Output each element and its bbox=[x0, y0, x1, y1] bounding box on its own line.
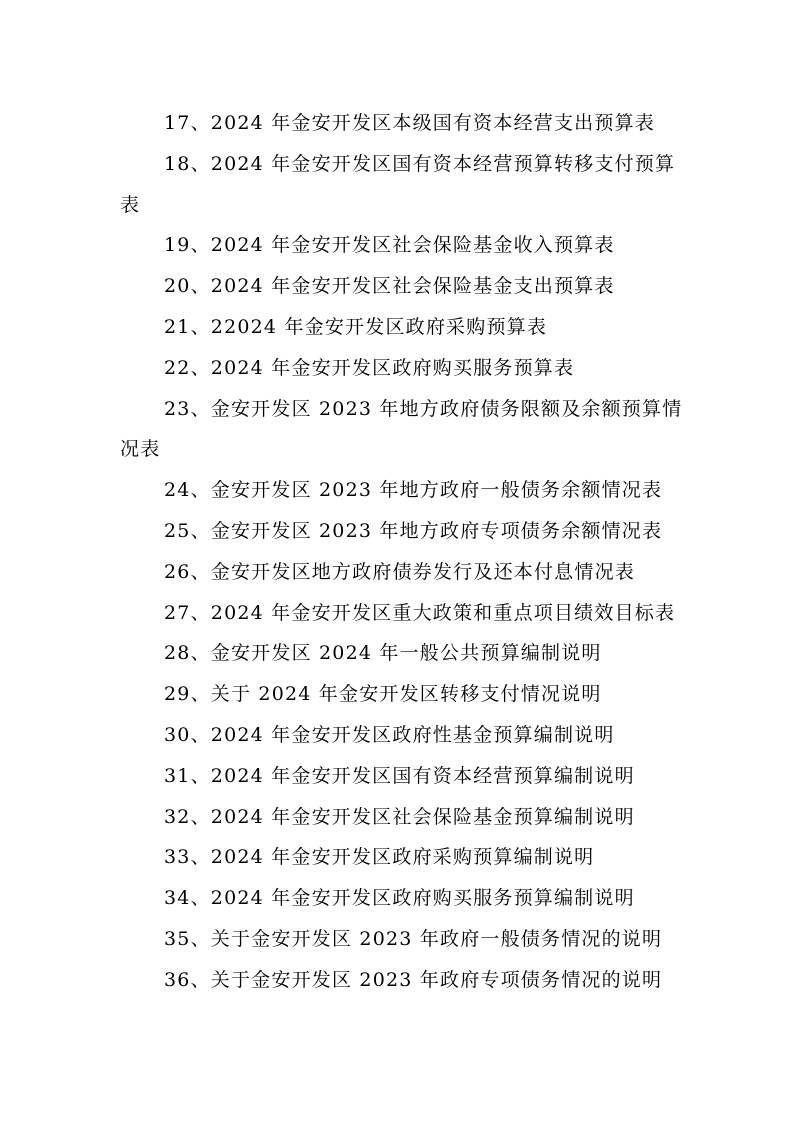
toc-item-36: 36、关于金安开发区 2023 年政府专项债务情况的说明 bbox=[164, 968, 663, 991]
toc-item-27: 27、2024 年金安开发区重大政策和重点项目绩效目标表 bbox=[164, 601, 676, 624]
toc-item-35: 35、关于金安开发区 2023 年政府一般债务情况的说明 bbox=[164, 927, 663, 950]
toc-list bbox=[120, 103, 690, 1001]
toc-item-33: 33、2024 年金安开发区政府采购预算编制说明 bbox=[164, 846, 595, 869]
toc-item-21: 21、22024 年金安开发区政府采购预算表 bbox=[164, 315, 548, 338]
toc-item-23: 23、金安开发区 2023 年地方政府债务限额及余额预算情况表 bbox=[120, 397, 683, 461]
toc-item-30: 30、2024 年金安开发区政府性基金预算编制说明 bbox=[164, 723, 615, 746]
toc-item-22: 22、2024 年金安开发区政府购买服务预算表 bbox=[164, 356, 575, 379]
toc-item-34: 34、2024 年金安开发区政府购买服务预算编制说明 bbox=[164, 887, 635, 910]
toc-item-19: 19、2024 年金安开发区社会保险基金收入预算表 bbox=[164, 234, 615, 257]
toc-item-24: 24、金安开发区 2023 年地方政府一般债务余额情况表 bbox=[164, 479, 663, 502]
toc-item-17: 17、2024 年金安开发区本级国有资本经营支出预算表 bbox=[164, 112, 655, 134]
toc-item-32: 32、2024 年金安开发区社会保险基金预算编制说明 bbox=[164, 805, 635, 828]
toc-item-31: 31、2024 年金安开发区国有资本经营预算编制说明 bbox=[164, 764, 635, 787]
toc-item-26: 26、金安开发区地方政府债券发行及还本付息情况表 bbox=[164, 560, 635, 583]
toc-item-20: 20、2024 年金安开发区社会保险基金支出预算表 bbox=[164, 275, 615, 298]
toc-item-28: 28、金安开发区 2024 年一般公共预算编制说明 bbox=[164, 642, 602, 665]
toc-item-18: 18、2024 年金安开发区国有资本经营预算转移支付预算表 bbox=[120, 152, 676, 216]
toc-item-29: 29、关于 2024 年金安开发区转移支付情况说明 bbox=[164, 683, 602, 706]
toc-item-25: 25、金安开发区 2023 年地方政府专项债务余额情况表 bbox=[164, 519, 663, 542]
